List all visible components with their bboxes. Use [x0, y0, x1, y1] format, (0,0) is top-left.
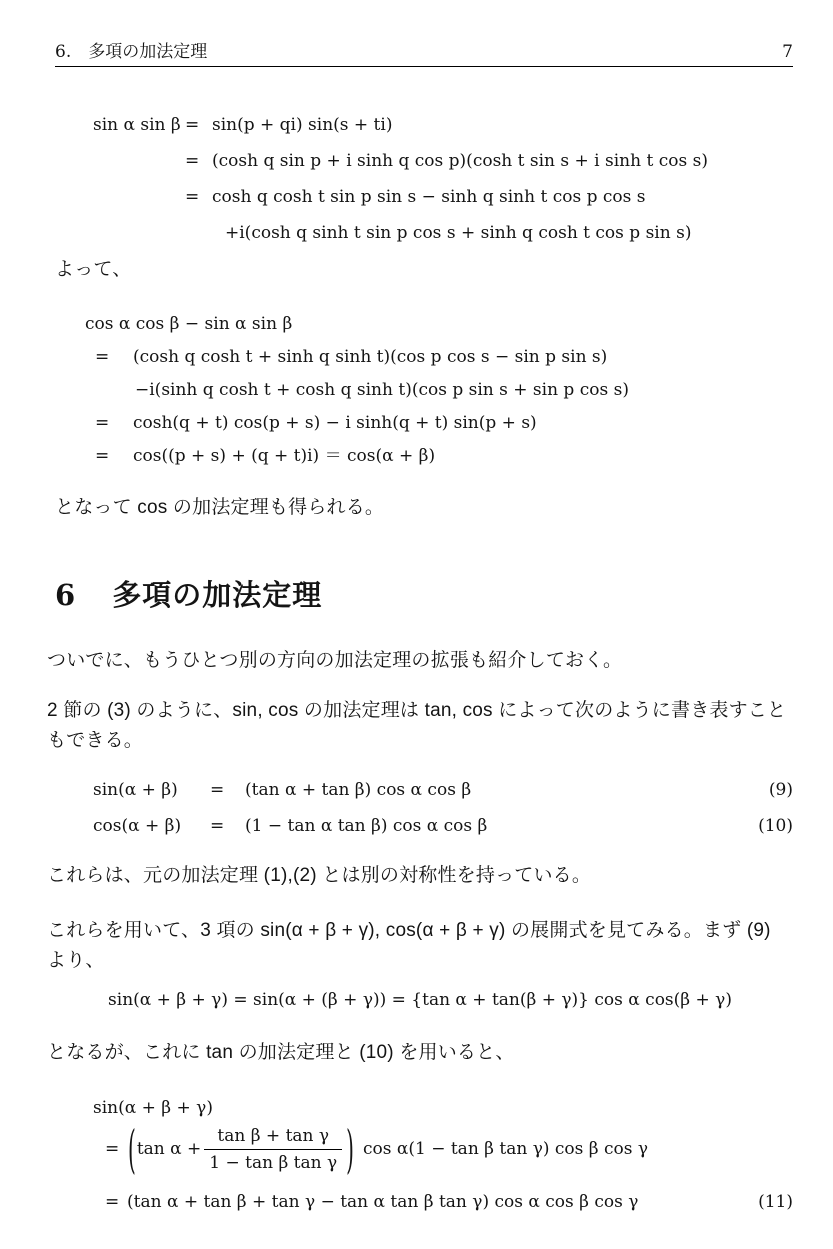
math-lhs: cos(α + β) [93, 816, 182, 836]
equation-row [85, 341, 793, 374]
equation-number: (9) [768, 780, 793, 800]
equation-block-11 [93, 1096, 793, 1220]
section-title: 多項の加法定理 [112, 580, 323, 612]
paragraph-tonatte: となって cos の加法定理も得られる。 [55, 497, 385, 518]
math-lhs: sin(α + β + γ) [93, 1098, 213, 1118]
fraction-numerator: tan β + tan γ [204, 1126, 342, 1150]
math-rhs: cosh(q + t) cos(p + s) − i sinh(q + t) sin(p + s) [133, 413, 537, 433]
equation-block-9-10 [93, 772, 793, 844]
equals-sign: = [210, 816, 225, 836]
math-rhs: cosh q cosh t sin p sin s − sinh q sinh t cos p cos s [212, 187, 646, 207]
paragraph-yotte: よって、 [55, 259, 132, 280]
page-header [55, 42, 793, 67]
paragraph-korera2: これらを用いて、3 項の sin(α + β + γ), cos(α + β + γ) の展開式を見てみる。まず (9) より、 [47, 920, 771, 971]
equation-centered: sin(α + β + γ) = sin(α + (β + γ)) = {tan α + tan(β + γ)} cos α cos(β + γ) [108, 990, 732, 1010]
equation-row [93, 1096, 793, 1120]
equation-row [93, 179, 793, 215]
equals-sign: = [185, 151, 200, 171]
fraction [204, 1126, 342, 1173]
math-lhs: cos α cos β − sin α sin β [85, 314, 293, 334]
right-paren: ) [346, 1118, 354, 1180]
math-rhs: sin(p + qi) sin(s + ti) [212, 115, 393, 135]
section-number: 6 [55, 578, 76, 612]
math-rhs: (tan α + tan β + tan γ − tan α tan β tan γ) cos α cos β cos γ [127, 1192, 639, 1212]
equation-row [93, 808, 793, 844]
paragraph-intro: ついでに、もうひとつ別の方向の加法定理の拡張も紹介しておく。 [47, 650, 623, 671]
math-rhs: +i(cosh q sinh t sin p cos s + sinh q cosh t cos p sin s) [225, 223, 692, 243]
section-heading [55, 578, 793, 613]
running-head: 6. 多項の加法定理 [55, 42, 208, 62]
math-lhs: sin α sin β [93, 115, 181, 135]
equation-row [85, 440, 793, 473]
equals-sign: = [95, 347, 110, 367]
math-rhs: −i(sinh q cosh t + cosh q sinh t)(cos p sin s + sin p cos s) [135, 380, 629, 400]
equation-row [93, 107, 793, 143]
paragraph-tonaruga: となるが、これに tan の加法定理と (10) を用いると、 [47, 1042, 515, 1063]
equals-sign: = [105, 1192, 120, 1212]
math-lhs: sin(α + β) [93, 780, 178, 800]
paragraph-korera1: これらは、元の加法定理 (1),(2) とは別の対称性を持っている。 [47, 865, 592, 886]
equals-sign: = [95, 446, 110, 466]
fraction-denominator: 1 − tan β tan γ [209, 1152, 338, 1173]
math-rhs: (1 − tan α tan β) cos α cos β [245, 816, 488, 836]
equation-row [85, 374, 793, 407]
equation-block-sin-product [93, 107, 793, 251]
equals-sign: = [210, 780, 225, 800]
equation-block-cos-sum [85, 308, 793, 473]
equals-sign: = [185, 115, 200, 135]
equation-row [93, 215, 793, 251]
equals-sign: = [95, 413, 110, 433]
equals-sign: = [185, 187, 200, 207]
equation-row [85, 308, 793, 341]
equals-sign: = [105, 1139, 120, 1159]
equation-row [93, 1184, 793, 1220]
left-paren: ( [128, 1118, 136, 1180]
page-number: 7 [782, 42, 793, 62]
equation-row [93, 1118, 793, 1180]
math-term: tan α + [136, 1139, 202, 1159]
equation-number: (11) [758, 1192, 793, 1212]
equation-row [85, 407, 793, 440]
math-rhs: cos((p + s) + (q + t)i) ＝ cos(α + β) [133, 446, 436, 466]
paragraph-setsu: 2 節の (3) のように、sin, cos の加法定理は tan, cos によって次のように書き表すこともできる。 [47, 700, 787, 751]
math-term: cos α(1 − tan β tan γ) cos β cos γ [362, 1139, 649, 1159]
equation-number: (10) [758, 816, 793, 836]
math-rhs: (cosh q sin p + i sinh q cos p)(cosh t sin s + i sinh t cos s) [212, 151, 708, 171]
equation-row [93, 143, 793, 179]
equation-row [93, 772, 793, 808]
math-rhs: (tan α + tan β) cos α cos β [245, 780, 472, 800]
math-rhs: (cosh q cosh t + sinh q sinh t)(cos p cos s − sin p sin s) [133, 347, 608, 367]
